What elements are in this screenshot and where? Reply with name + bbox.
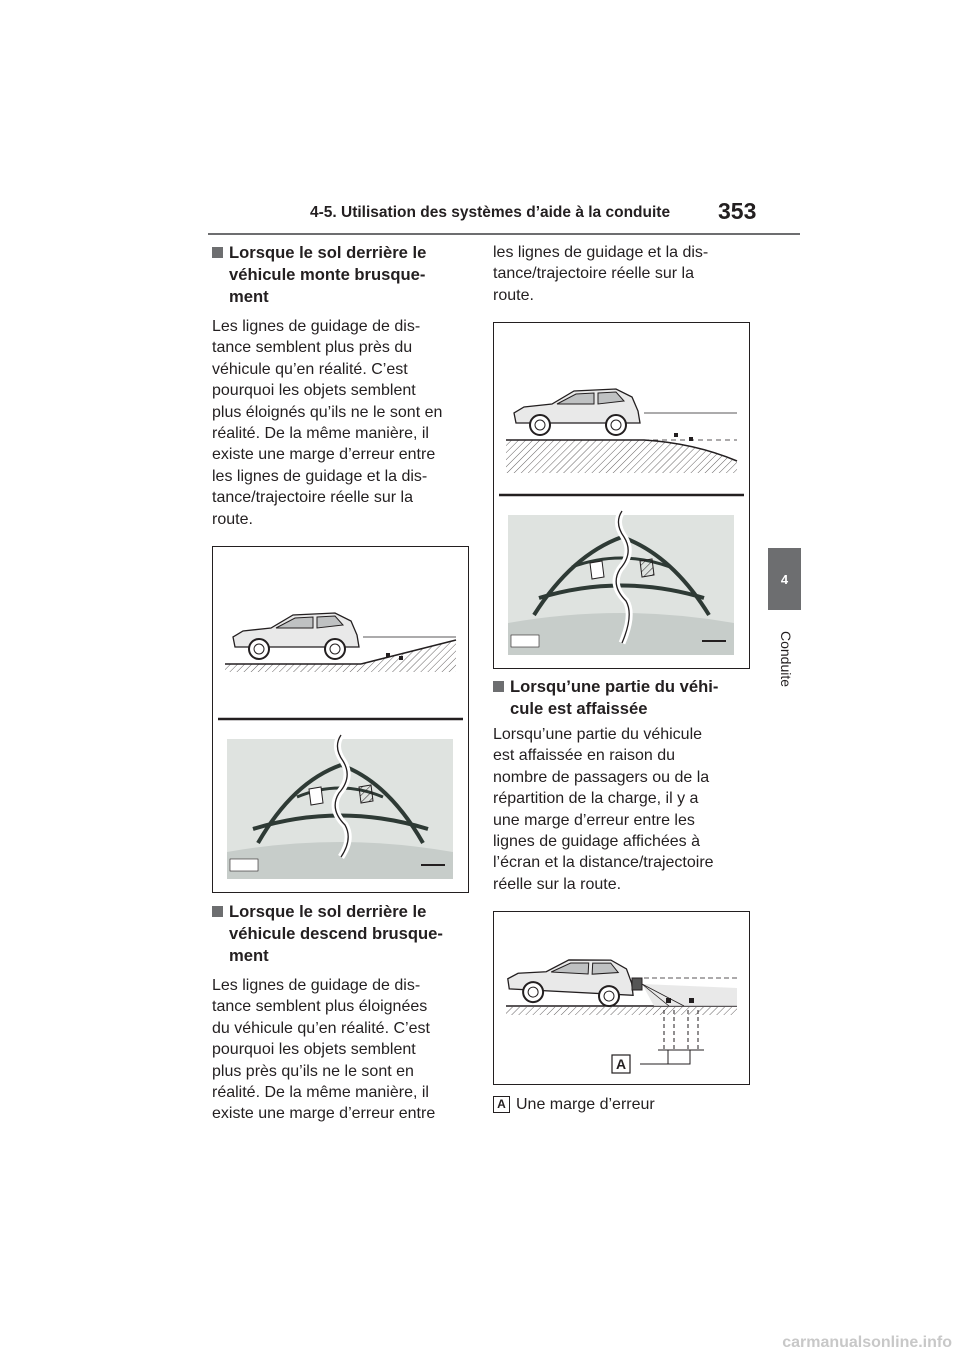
car-side-icon <box>514 389 640 435</box>
car-side-icon <box>507 955 635 1008</box>
body-line: route. <box>212 510 253 528</box>
body-line: tance semblent plus éloignées <box>212 998 428 1016</box>
callout-a: A <box>615 1056 627 1072</box>
section2-heading <box>212 901 489 967</box>
figure-vehicle-sagging <box>493 911 750 1085</box>
body-line: les lignes de guidage et la dis- <box>493 244 709 261</box>
body-line: plus près qu’ils ne le sont en <box>212 1062 414 1080</box>
chapter-tab <box>768 548 801 610</box>
square-bullet-icon <box>212 906 223 917</box>
section2-body-cont <box>493 242 755 306</box>
heading-line: Lorsque le sol derrière le <box>229 902 427 921</box>
body-line: nombre de passagers ou de la <box>493 768 710 786</box>
section-title: 4-5. Utilisation des systèmes d’aide à la conduite <box>310 204 671 221</box>
chapter-number: 4 <box>780 571 789 587</box>
camera-screen-icon <box>508 511 734 655</box>
body-line: une marge d’erreur entre les <box>493 811 695 829</box>
legend-text: Une marge d’erreur <box>516 1096 655 1113</box>
body-line: est affaissée en raison du <box>493 747 676 765</box>
heading-line: véhicule descend brusque- <box>229 924 443 943</box>
page-number: 353 <box>718 198 757 224</box>
section3-heading <box>493 676 772 720</box>
watermark: carmanualsonline.info <box>782 1334 952 1351</box>
heading-line: Lorsque le sol derrière le <box>229 243 427 262</box>
body-line: tance/trajectoire réelle sur la <box>212 489 413 507</box>
square-bullet-icon <box>493 681 504 692</box>
body-line: lignes de guidage affichées à <box>493 833 700 851</box>
body-line: véhicule qu’en réalité. C’est <box>212 360 408 378</box>
body-line: l’écran et la distance/trajectoire <box>493 854 714 872</box>
body-line: réelle sur la route. <box>493 875 622 893</box>
body-line: réalité. De la même manière, il <box>212 425 429 443</box>
body-line: Les lignes de guidage de dis- <box>212 318 421 335</box>
heading-line: ment <box>229 946 269 965</box>
camera-screen-icon <box>227 735 453 879</box>
figure-ground-rising <box>212 546 469 893</box>
body-line: plus éloignés qu’ils ne le sont en <box>212 403 443 421</box>
section1-heading <box>212 242 489 308</box>
car-side-icon <box>233 613 359 659</box>
body-line: tance/trajectoire réelle sur la <box>493 265 694 283</box>
body-line: pourquoi les objets semblent <box>212 1041 416 1059</box>
legend-marker: A <box>493 1096 510 1113</box>
heading-line: véhicule monte brusque- <box>229 265 426 284</box>
body-line: répartition de la charge, il y a <box>493 790 699 808</box>
section1-body <box>212 316 474 530</box>
chapter-label-wrap <box>766 621 806 697</box>
body-line: existe une marge d’erreur entre <box>212 1105 436 1123</box>
chapter-label: Conduite <box>778 630 794 688</box>
body-line: Lorsqu’une partie du véhicule <box>493 726 703 743</box>
body-line: réalité. De la même manière, il <box>212 1084 429 1102</box>
body-line: pourquoi les objets semblent <box>212 382 416 400</box>
section3-body <box>493 724 755 895</box>
header-divider <box>208 233 800 235</box>
section2-body <box>212 975 474 1125</box>
body-line: du véhicule qu’en réalité. C’est <box>212 1019 430 1037</box>
body-line: tance semblent plus près du <box>212 339 413 357</box>
heading-line: ment <box>229 287 269 306</box>
body-line: route. <box>493 286 534 304</box>
legend <box>493 1094 755 1115</box>
body-line: existe une marge d’erreur entre <box>212 446 436 464</box>
body-line: les lignes de guidage et la dis- <box>212 467 428 485</box>
square-bullet-icon <box>212 247 223 258</box>
heading-line: Lorsqu’une partie du véhi- <box>510 677 719 696</box>
body-line: Les lignes de guidage de dis- <box>212 977 421 994</box>
heading-line: cule est affaissée <box>510 699 648 718</box>
figure-ground-descending <box>493 322 750 669</box>
